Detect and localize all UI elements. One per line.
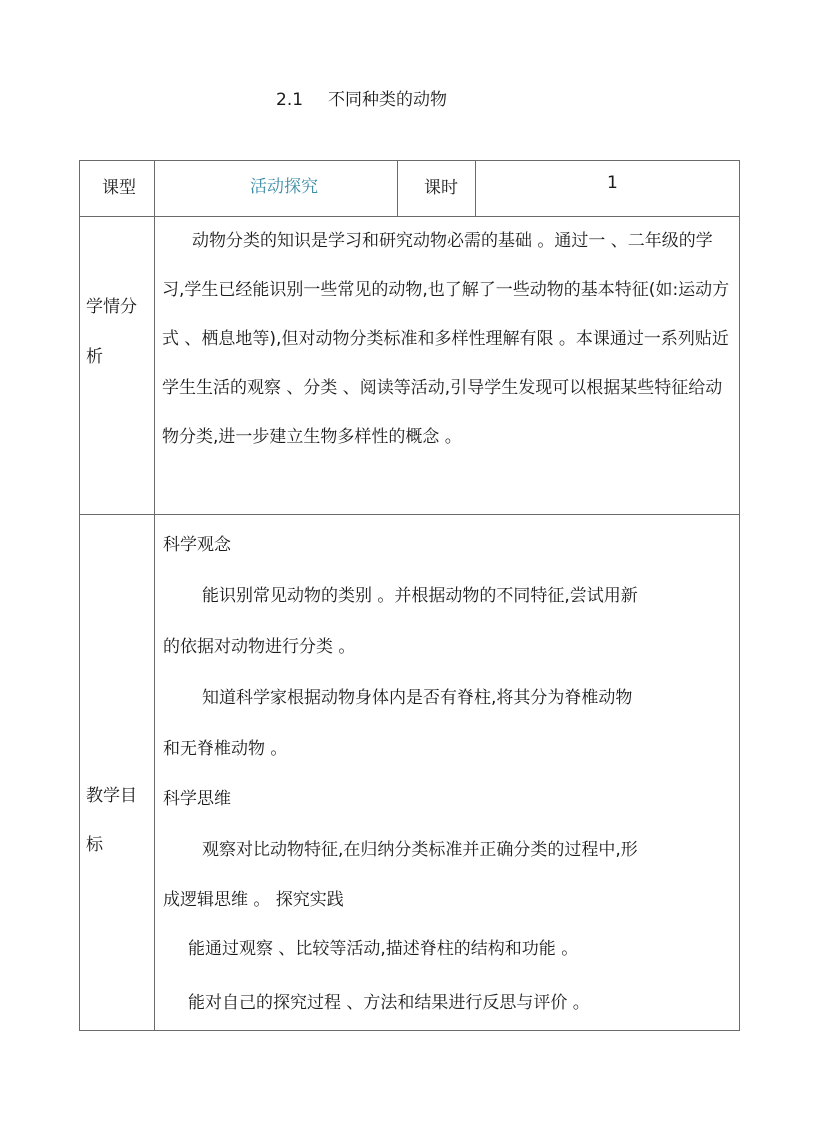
lesson-plan-table bbox=[79, 160, 740, 1031]
goal-line: 和无脊椎动物 。 bbox=[163, 739, 288, 759]
goal-line: 知道科学家根据动物身体内是否有脊柱,将其分为脊椎动物 bbox=[202, 688, 633, 708]
analysis-text-block bbox=[162, 217, 732, 462]
lesson-type-value: 活动探究 bbox=[250, 177, 318, 197]
lesson-type-label: 课型 bbox=[102, 178, 136, 198]
section-title: 不同种类的动物 bbox=[328, 90, 447, 110]
row2-bottom-border bbox=[80, 514, 739, 515]
label-column-divider bbox=[154, 161, 155, 1030]
goal-line: 能通过观察 、比较等活动,描述脊柱的结构和功能 。 bbox=[188, 939, 579, 959]
goal-line: 成逻辑思维 。 探究实践 bbox=[163, 890, 344, 910]
analysis-paragraph: 动物分类的知识是学习和研究动物必需的基础 。通过一 、二年级的学习,学生已经能识别一些常见的动物,也了解了一些动物的基本特征(如:运动方式 、栖息地等),但对动物分类标准和多样性理解有限 。本课通过一系列贴近学生生活的观察 、分类 、阅读等活动,引导学生发现可以根据某些特征给动物分类,进一步建立生物多样性的概念 。 bbox=[162, 231, 730, 447]
section-number: 2.1 bbox=[276, 90, 304, 110]
class-hours-value: 1 bbox=[607, 173, 618, 193]
goal-heading-science-concepts: 科学观念 bbox=[163, 535, 231, 555]
analysis-label-line1: 学情分 bbox=[86, 297, 137, 317]
goal-heading-scientific-thinking: 科学思维 bbox=[163, 789, 231, 809]
goals-label-line2: 标 bbox=[86, 835, 103, 855]
goal-line: 观察对比动物特征,在归纳分类标准并正确分类的过程中,形 bbox=[202, 840, 638, 860]
goal-line: 能对自己的探究过程 、方法和结果进行反思与评价 。 bbox=[188, 993, 590, 1013]
goals-label-line1: 教学目 bbox=[86, 786, 137, 806]
row1-divider-b bbox=[475, 161, 476, 216]
analysis-label-line2: 析 bbox=[86, 347, 103, 367]
goal-line: 的依据对动物进行分类 。 bbox=[163, 637, 356, 657]
class-hours-label: 课时 bbox=[424, 178, 458, 198]
document-title bbox=[0, 86, 816, 114]
goal-line: 能识别常见动物的类别 。并根据动物的不同特征,尝试用新 bbox=[202, 586, 638, 606]
row1-divider-a bbox=[397, 161, 398, 216]
